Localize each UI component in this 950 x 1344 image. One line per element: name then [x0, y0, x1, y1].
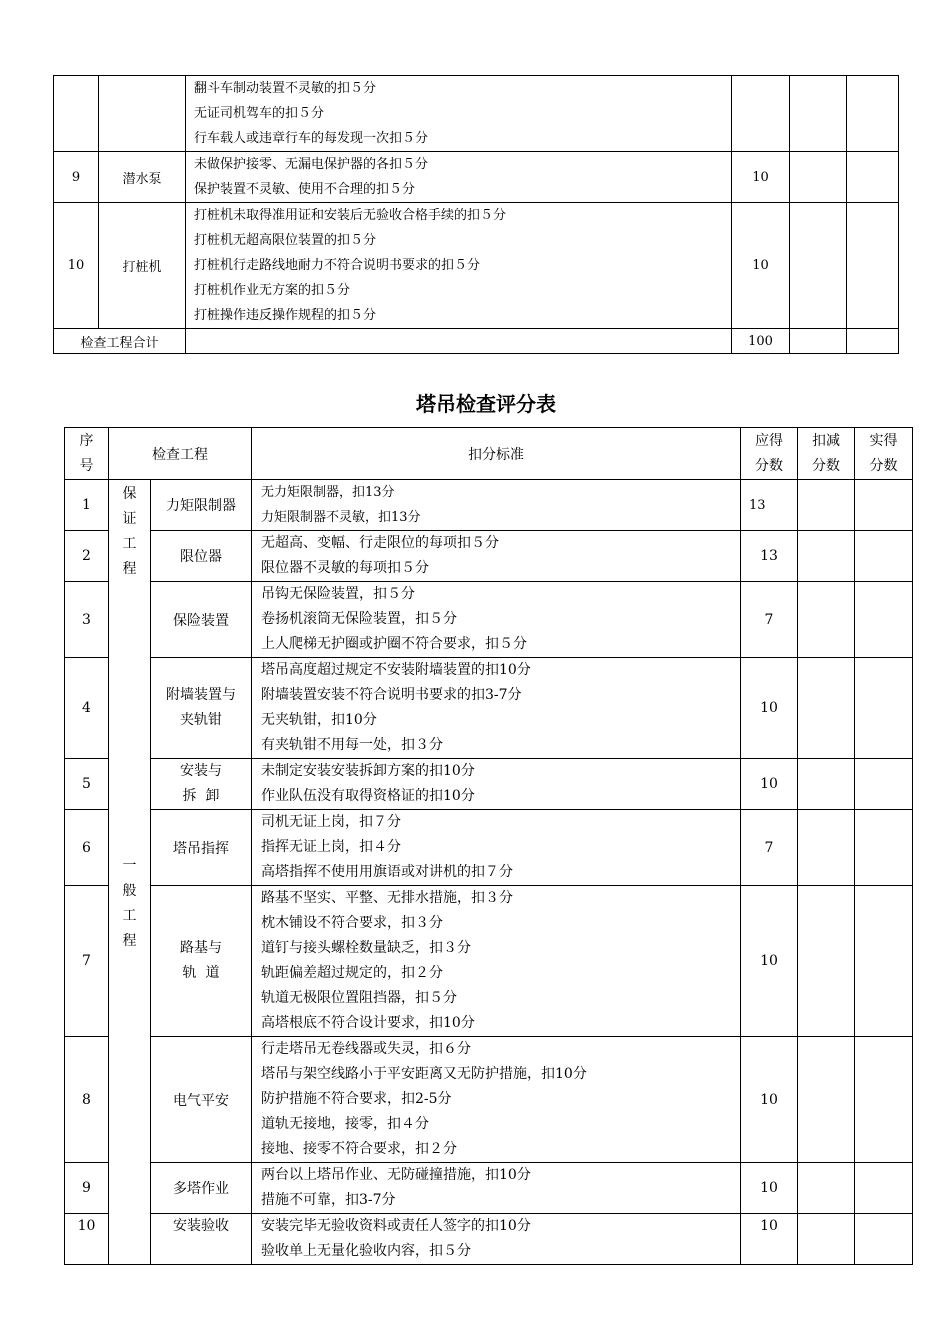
header-no-line: 序	[79, 432, 94, 449]
should-score: 7	[741, 810, 798, 886]
should-score: 13	[741, 531, 798, 582]
criteria-line: 无超高、变幅、行走限位的每项扣５分	[261, 535, 499, 551]
deduct-score-cell	[798, 1163, 855, 1214]
criteria-cell	[186, 76, 732, 152]
deduct-score-cell	[790, 152, 847, 203]
table-row	[65, 886, 913, 1037]
row-number: 6	[65, 810, 109, 886]
actual-score-cell	[855, 480, 913, 531]
group-char: 程	[122, 561, 137, 577]
table-row	[65, 582, 913, 658]
criteria-line: 高塔根底不符合设计要求，扣10分	[261, 1015, 475, 1031]
criteria-line: 轨道无极限位置阻挡器，扣５分	[261, 990, 457, 1006]
header-should-line: 分数	[755, 457, 783, 474]
group-char: 般	[122, 883, 137, 899]
table-row	[65, 1214, 913, 1265]
criteria-line: 翻斗车制动装置不灵敏的扣５分	[194, 81, 377, 96]
criteria-line: 作业队伍没有取得资格证的扣10分	[261, 788, 475, 804]
criteria-line: 无证司机驾车的扣５分	[194, 106, 325, 121]
actual-score-cell	[855, 1163, 913, 1214]
criteria-cell	[252, 531, 741, 582]
should-score: 10	[741, 759, 798, 810]
should-score: 10	[741, 886, 798, 1037]
item-name: 保险装置	[151, 582, 252, 658]
row-number: 10	[65, 1214, 109, 1265]
criteria-cell	[252, 480, 741, 531]
page-title: 塔吊检查评分表	[416, 392, 556, 416]
criteria-cell	[252, 1163, 741, 1214]
item-name-line: 附墙装置与	[166, 687, 236, 703]
actual-score-cell	[855, 886, 913, 1037]
item-name: 多塔作业	[151, 1163, 252, 1214]
criteria-cell	[252, 886, 741, 1037]
actual-score-cell	[855, 759, 913, 810]
criteria-line: 力矩限制器不灵敏，扣13分	[261, 510, 421, 525]
criteria-cell	[252, 658, 741, 759]
actual-score-cell	[855, 1214, 913, 1265]
should-score: 10	[741, 658, 798, 759]
criteria-cell	[252, 759, 741, 810]
table-row	[65, 531, 913, 582]
item-cell	[99, 76, 186, 152]
should-score: 10	[732, 203, 790, 329]
criteria-line: 保护装置不灵敏、使用不合理的扣５分	[194, 182, 416, 197]
criteria-line: 打桩机行走路线地耐力不符合说明书要求的扣５分	[194, 258, 481, 273]
actual-score-cell	[855, 1037, 913, 1163]
criteria-line: 打桩操作违反操作规程的扣５分	[194, 308, 377, 323]
criteria-line: 行车载人或违章行车的每发现一次扣５分	[194, 131, 429, 146]
header-deduct-line: 分数	[812, 457, 840, 474]
deduct-score-cell	[790, 76, 847, 152]
criteria-cell	[252, 1037, 741, 1163]
criteria-line: 措施不可靠，扣3-7分	[261, 1192, 396, 1208]
header-actual	[855, 428, 913, 480]
item-name: 电气平安	[151, 1037, 252, 1163]
criteria-cell	[186, 329, 732, 354]
header-criteria: 扣分标准	[252, 428, 741, 480]
should-score: 7	[741, 582, 798, 658]
criteria-line: 未做保护接零、无漏电保护器的各扣５分	[194, 157, 429, 172]
criteria-line: 轨距偏差超过规定的，扣２分	[261, 965, 443, 981]
item-name	[151, 886, 252, 1037]
table-row	[65, 759, 913, 810]
item-name-line: 路基与	[180, 940, 222, 956]
item-name	[151, 658, 252, 759]
item-name: 力矩限制器	[151, 480, 252, 531]
top-score-table	[53, 75, 899, 354]
table-row	[54, 76, 899, 152]
criteria-line: 无力矩限制器，扣13分	[261, 485, 395, 500]
criteria-line: 验收单上无量化验收内容，扣５分	[261, 1243, 471, 1259]
criteria-line: 打桩机无超高限位装置的扣５分	[194, 233, 377, 248]
deduct-score-cell	[790, 203, 847, 329]
criteria-line: 打桩机未取得准用证和安装后无验收合格手续的扣５分	[194, 208, 507, 223]
should-score: 10	[741, 1163, 798, 1214]
total-row	[54, 329, 899, 354]
item-name: 打桩机	[99, 203, 186, 329]
header-row	[65, 428, 913, 480]
actual-score-cell	[855, 810, 913, 886]
group-char: 工	[122, 908, 137, 924]
group-char: 程	[122, 933, 137, 949]
criteria-line: 安装完毕无验收资料或责任人签字的扣10分	[261, 1218, 531, 1234]
row-number: 3	[65, 582, 109, 658]
header-actual-line: 实得	[869, 432, 898, 449]
item-name-line: 轨 道	[182, 965, 220, 981]
item-name: 塔吊指挥	[151, 810, 252, 886]
criteria-line: 防护措施不符合要求，扣2-5分	[261, 1091, 452, 1107]
table-row	[54, 203, 899, 329]
should-score: 10	[741, 1037, 798, 1163]
header-should-line: 应得	[755, 432, 783, 449]
row-number: 4	[65, 658, 109, 759]
deduct-score-cell	[798, 531, 855, 582]
item-name-line: 拆 卸	[182, 788, 220, 804]
criteria-line: 两台以上塔吊作业、无防碰撞措施，扣10分	[261, 1167, 531, 1183]
row-number: 2	[65, 531, 109, 582]
criteria-line: 未制定安装安装拆卸方案的扣10分	[261, 763, 475, 779]
total-score: 100	[732, 329, 790, 354]
group-char: 一	[122, 858, 137, 874]
deduct-score-cell	[798, 759, 855, 810]
item-name: 潜水泵	[99, 152, 186, 203]
deduct-score-cell	[798, 1037, 855, 1163]
actual-score-cell	[855, 531, 913, 582]
actual-score-cell	[847, 203, 899, 329]
should-score: 13	[741, 480, 798, 531]
header-no-line: 号	[79, 457, 94, 474]
table-row	[65, 1163, 913, 1214]
table-row	[54, 152, 899, 203]
criteria-line: 附墙装置安装不符合说明书要求的扣3-7分	[261, 687, 522, 703]
table-row	[65, 658, 913, 759]
header-deduct-line: 扣减	[812, 432, 840, 449]
row-number: 9	[54, 152, 99, 203]
deduct-score-cell	[798, 1214, 855, 1265]
actual-score-cell	[847, 152, 899, 203]
criteria-cell	[186, 152, 732, 203]
criteria-cell	[252, 582, 741, 658]
criteria-line: 枕木铺设不符合要求，扣３分	[261, 915, 443, 931]
deduct-score-cell	[798, 582, 855, 658]
criteria-line: 接地、接零不符合要求，扣２分	[261, 1141, 457, 1157]
group-label-column	[109, 480, 151, 1265]
total-label: 检查工程合计	[54, 329, 186, 354]
group-char: 证	[122, 511, 137, 527]
criteria-line: 指挥无证上岗，扣４分	[261, 839, 401, 855]
item-name: 限位器	[151, 531, 252, 582]
item-name: 安装验收	[151, 1214, 252, 1265]
criteria-line: 卷扬机滚筒无保险装置，扣５分	[261, 611, 457, 627]
table-row	[65, 480, 913, 531]
header-actual-line: 分数	[869, 457, 898, 474]
item-name-line: 夹轨钳	[180, 712, 222, 728]
criteria-line: 行走塔吊无卷线器或失灵，扣６分	[261, 1041, 471, 1057]
should-score-cell	[732, 76, 790, 152]
deduct-score-cell	[798, 480, 855, 531]
group-label-general	[109, 854, 150, 954]
deduct-score-cell	[790, 329, 847, 354]
criteria-line: 道钉与接头螺栓数量缺乏，扣３分	[261, 940, 471, 956]
item-name	[151, 759, 252, 810]
actual-score-cell	[855, 658, 913, 759]
criteria-line: 打桩机作业无方案的扣５分	[194, 283, 351, 298]
criteria-line: 有夹轨钳不用每一处，扣３分	[261, 737, 443, 753]
criteria-cell	[252, 1214, 741, 1265]
row-number: 7	[65, 886, 109, 1037]
criteria-line: 道轨无接地，接零，扣４分	[261, 1116, 429, 1132]
header-no	[65, 428, 109, 480]
group-char: 工	[122, 536, 137, 552]
tower-crane-score-table	[64, 427, 913, 1265]
row-number: 5	[65, 759, 109, 810]
actual-score-cell	[855, 582, 913, 658]
row-number: 8	[65, 1037, 109, 1163]
criteria-line: 限位器不灵敏的每项扣５分	[261, 560, 429, 576]
criteria-line: 上人爬梯无护圈或护圈不符合要求，扣５分	[261, 636, 527, 652]
criteria-line: 高塔指挥不使用用旗语或对讲机的扣７分	[261, 864, 513, 880]
criteria-line: 塔吊高度超过规定不安装附墙装置的扣10分	[261, 662, 531, 678]
row-number: 9	[65, 1163, 109, 1214]
deduct-score-cell	[798, 886, 855, 1037]
group-label-guarantee	[109, 480, 150, 582]
criteria-line: 无夹轨钳，扣10分	[261, 712, 377, 728]
should-score: 10	[732, 152, 790, 203]
table-row	[65, 810, 913, 886]
criteria-line: 吊钩无保险装置，扣５分	[261, 586, 415, 602]
row-number: 1	[65, 480, 109, 531]
criteria-line: 司机无证上岗，扣７分	[261, 814, 401, 830]
criteria-cell	[252, 810, 741, 886]
actual-score-cell	[847, 329, 899, 354]
row-number: 10	[54, 203, 99, 329]
table-row	[65, 1037, 913, 1163]
deduct-score-cell	[798, 658, 855, 759]
actual-score-cell	[847, 76, 899, 152]
header-item: 检查工程	[109, 428, 252, 480]
row-number-cell	[54, 76, 99, 152]
criteria-cell	[186, 203, 732, 329]
should-score: 10	[741, 1214, 798, 1265]
header-deduct	[798, 428, 855, 480]
item-name-line: 安装与	[180, 763, 222, 779]
header-should	[741, 428, 798, 480]
group-char: 保	[122, 486, 137, 502]
criteria-line: 路基不坚实、平整、无排水措施，扣３分	[261, 890, 513, 906]
deduct-score-cell	[798, 810, 855, 886]
criteria-line: 塔吊与架空线路小于平安距离又无防护措施，扣10分	[261, 1066, 587, 1082]
